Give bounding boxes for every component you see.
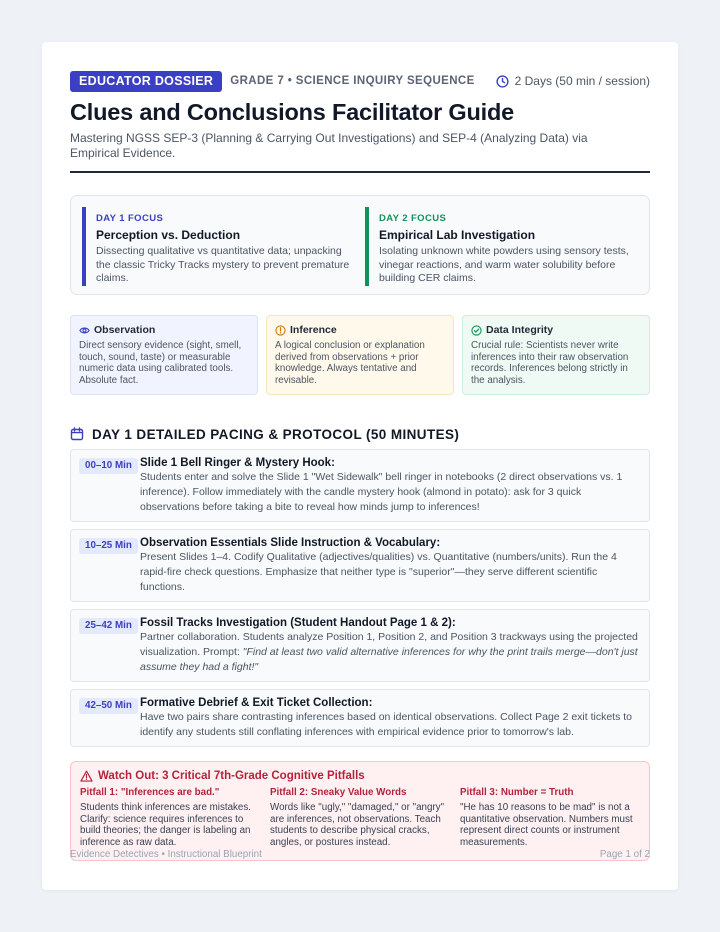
pitfall-item (270, 787, 450, 848)
page-number: Page 1 of 2 (599, 849, 650, 860)
pitfall-item (80, 787, 260, 848)
duration-text: 2 Days (50 min / session) (514, 74, 650, 88)
page-footer (70, 849, 650, 860)
pitfall-item (460, 787, 640, 848)
observation-card-title: Observation (94, 324, 156, 336)
day2-focus-title: Empirical Lab Investigation (379, 228, 536, 242)
pacing-list (70, 449, 650, 747)
pacing-quote: "Find at least two valid alternative inferences for why the print trails merge—don't just assume they had a fight!" (140, 646, 638, 673)
duration (496, 74, 650, 88)
page-title: Clues and Conclusions Facilitator Guide (70, 99, 514, 125)
lightbulb-icon (275, 325, 286, 336)
page-subtitle: Mastering NGSS SEP-3 (Planning & Carrying Out Investigations) and SEP-4 (Analyzing Data) via Empirical Evidence. (70, 131, 588, 160)
pacing-row (70, 609, 650, 682)
pacing-title: Observation Essentials Slide Instruction & Vocabulary: (140, 537, 441, 549)
calendar-icon (70, 427, 84, 441)
data-integrity-card-text: Crucial rule: Scientists never write inferences into their raw observation records. Inferences belong strictly in the analysis. (471, 340, 629, 386)
inference-card-title: Inference (290, 324, 337, 336)
check-circle-icon (471, 325, 482, 336)
pacing-title: Formative Debrief & Exit Ticket Collection: (140, 697, 373, 709)
pacing-title: Fossil Tracks Investigation (Student Handout Page 1 & 2): (140, 617, 456, 629)
pitfalls-title: Watch Out: 3 Critical 7th-Grade Cognitive Pitfalls (98, 770, 365, 782)
pacing-text: Have two pairs share contrasting inferences based on identical observations. Collect Page 2 exit tickets to identify any students still conflating inferences with empirical evidence prior to tomorrow's lab. (140, 711, 633, 738)
pitfall-title: Pitfall 1: "Inferences are bad." (80, 787, 220, 798)
pitfall-title: Pitfall 3: Number = Truth (460, 787, 574, 798)
warning-icon (80, 770, 93, 782)
page-content (70, 70, 650, 861)
pacing-section-header (70, 424, 650, 444)
time-badge: 00–10 Min (79, 458, 138, 474)
day1-focus-text: Dissecting qualitative vs quantitative data; unpacking the classic Tricky Tracks mystery to prevent premature claims. (96, 245, 350, 284)
day1-focus-title: Perception vs. Deduction (96, 228, 241, 242)
grade-label: GRADE 7 • SCIENCE INQUIRY SEQUENCE (230, 75, 475, 87)
footer-left: Evidence Detectives • Instructional Blueprint (70, 849, 262, 860)
clock-icon (496, 75, 509, 88)
pacing-text: Present Slides 1–4. Codify Qualitative (adjectives/qualities) vs. Quantitative (numbers/units). Run the 4 rapid-fire check questions. Emphasize that neither type is "superior"—they serve different scientific functions. (140, 551, 617, 593)
dossier-badge: EDUCATOR DOSSIER (70, 71, 222, 92)
pacing-text-wrap (140, 630, 641, 675)
observation-card (70, 315, 258, 395)
pacing-row (70, 529, 650, 602)
pacing-text: Partner collaboration. Students analyze Position 1, Position 2, and Position 3 trackways using the projected visualization. Prompt: (140, 631, 638, 658)
time-badge: 25–42 Min (79, 618, 138, 634)
inference-card (266, 315, 454, 395)
observation-card-text: Direct sensory evidence (sight, smell, touch, sound, taste) or measurable numeric data using calibrated tools. Absolute fact. (79, 340, 242, 386)
definition-cards (70, 315, 650, 395)
document-page (42, 42, 678, 890)
header-bar (70, 70, 650, 92)
day1-focus-label: DAY 1 FOCUS (96, 213, 164, 224)
pacing-title: Slide 1 Bell Ringer & Mystery Hook: (140, 457, 335, 469)
pacing-text: Students enter and solve the Slide 1 "Wet Sidewalk" bell ringer in notebooks (2 direct observations vs. 1 inference). Follow immediately with the candle mystery hook (almond in potato): ask for 3 quick observations before taking a bite to reveal how minds jump to inferences! (140, 471, 623, 513)
day1-focus (82, 207, 352, 286)
pitfall-title: Pitfall 2: Sneaky Value Words (270, 787, 407, 798)
day2-focus (365, 207, 635, 286)
pitfall-text: Words like "ugly," "damaged," or "angry" are inferences, not observations. Teach students to describe physical cracks, angles, or postures instead. (270, 802, 445, 848)
pitfall-text: "He has 10 reasons to be mad" is not a quantitative observation. Numbers must represent direct counts or instrument measurements. (460, 802, 633, 848)
data-integrity-card-title: Data Integrity (486, 324, 554, 336)
time-badge: 10–25 Min (79, 538, 138, 554)
pacing-section-title: DAY 1 DETAILED PACING & PROTOCOL (50 MINUTES) (92, 426, 460, 442)
day2-focus-label: DAY 2 FOCUS (379, 213, 447, 224)
day-focus-panel (70, 195, 650, 295)
eye-icon (79, 325, 90, 336)
pitfall-text: Students think inferences are mistakes. Clarify: science requires inferences to build theories; the danger is labeling an inference as raw data. (80, 802, 251, 848)
header-divider (70, 171, 650, 173)
data-integrity-card (462, 315, 650, 395)
pacing-row (70, 689, 650, 747)
inference-card-text: A logical conclusion or explanation derived from observations + prior knowledge. Always tentative and revisable. (275, 340, 425, 386)
day2-focus-text: Isolating unknown white powders using sensory tests, vinegar reactions, and warm water solubility before building CER claims. (379, 245, 629, 284)
pacing-row (70, 449, 650, 522)
pitfalls-panel (70, 761, 650, 861)
time-badge: 42–50 Min (79, 698, 138, 714)
